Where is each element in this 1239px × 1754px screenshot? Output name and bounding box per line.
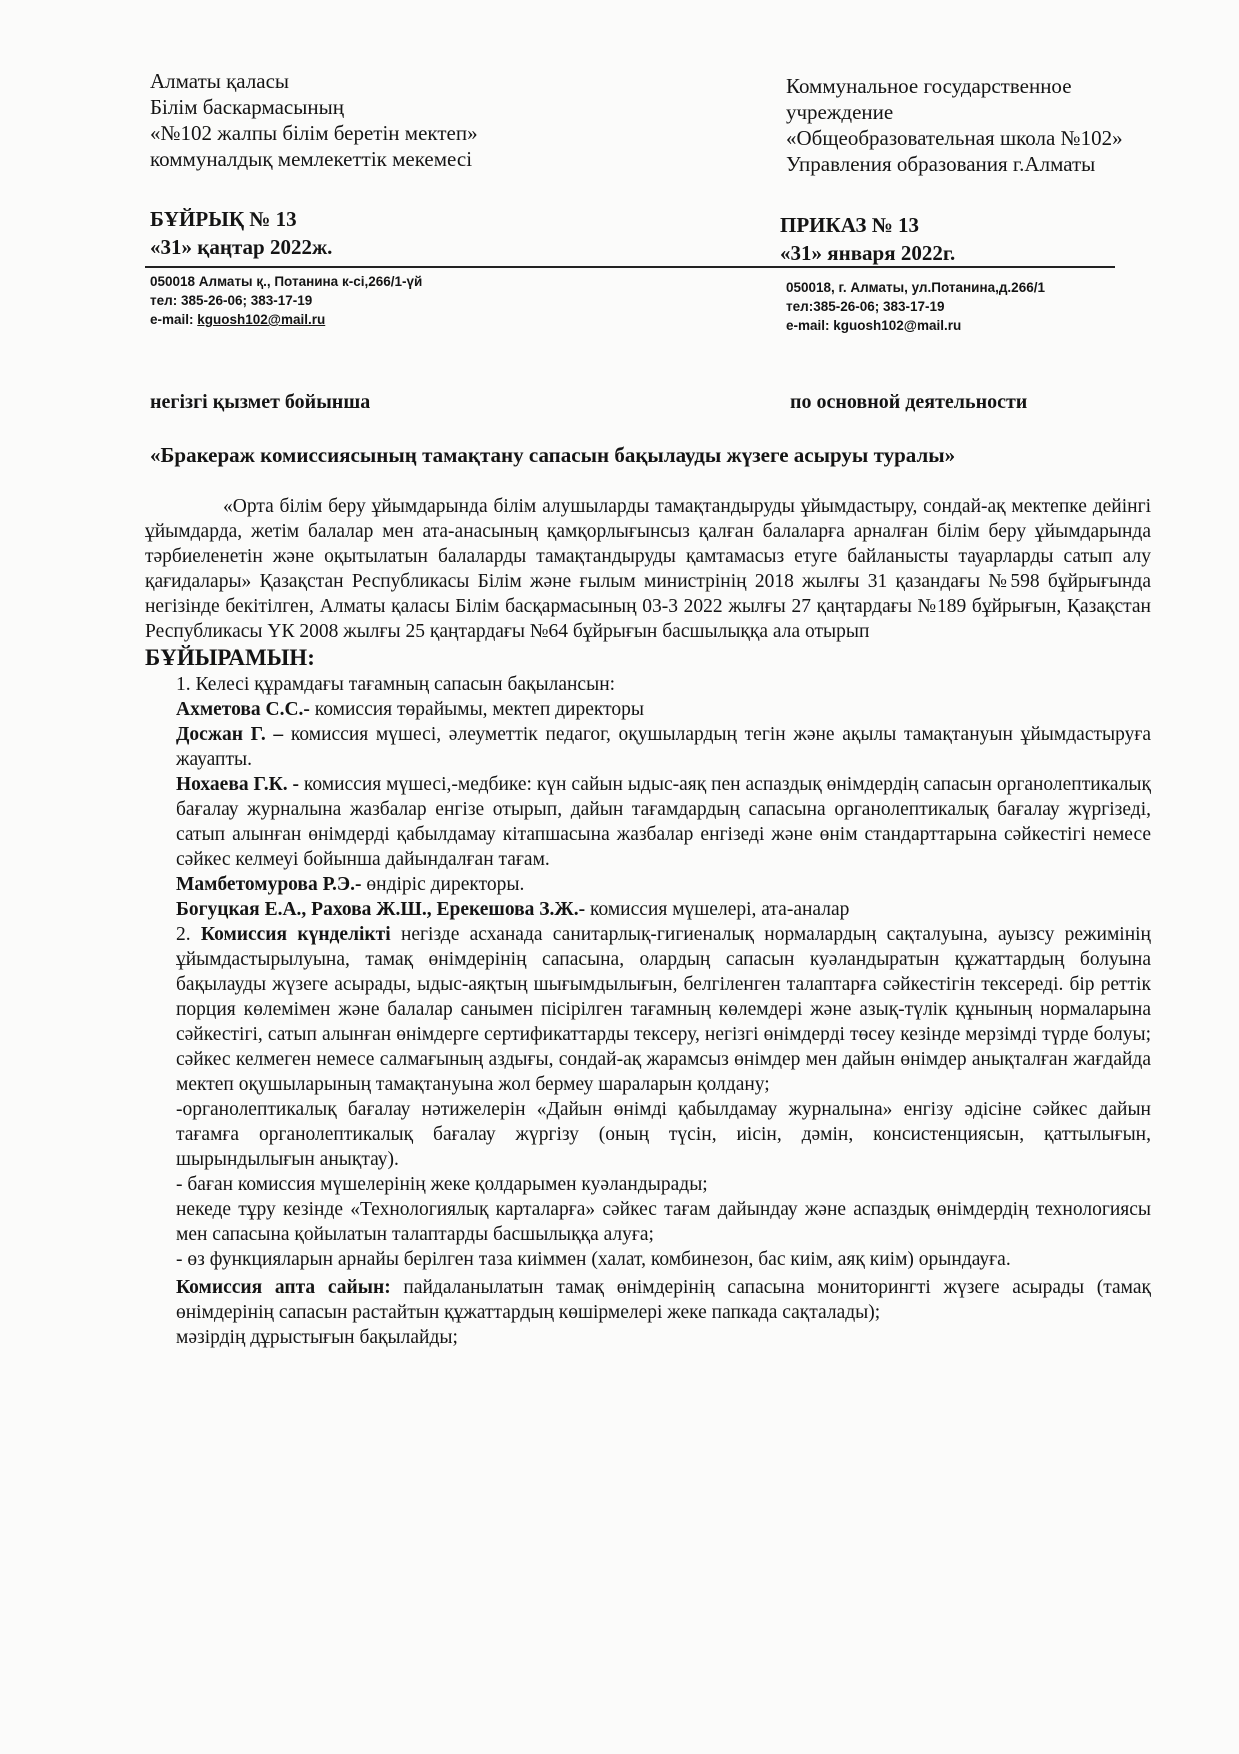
order-title-ru: ПРИКАЗ № 13	[780, 213, 920, 237]
email-label: e-mail:	[150, 312, 198, 327]
weekly-paragraph	[176, 1275, 1151, 1325]
header-left-line: «№102 жалпы білім беретін мектеп»	[150, 121, 478, 145]
member-line	[176, 697, 1151, 722]
header-left-line: Білім баскармасының	[150, 95, 344, 119]
member-line	[176, 897, 1151, 922]
address-kz	[150, 272, 422, 329]
member-name: Мамбетомурова Р.Э.-	[176, 874, 362, 895]
header-divider	[145, 266, 1115, 268]
member-line	[176, 722, 1151, 772]
member-role: комиссия мүшелері, ата-аналар	[585, 899, 850, 920]
member-line	[176, 772, 1151, 872]
header-right-line: Коммунальное государственное	[786, 74, 1072, 98]
header-left-line: коммуналдық мемлекеттік мекемесі	[150, 147, 473, 171]
order-date-ru: «31» января 2022г.	[780, 241, 956, 265]
order-date-kz: «31» қаңтар 2022ж.	[150, 235, 333, 259]
member-name: Богуцкая Е.А., Рахова Ж.Ш., Ерекешова З.Ж.-	[176, 899, 586, 920]
activity-type-kz: негізгі қызмет бойынша	[150, 391, 371, 413]
header-right	[786, 73, 1123, 177]
header-left	[150, 68, 478, 172]
document-title: «Бракераж комиссиясының тамақтану сапасын бақылауды жүзеге асыруы туралы»	[150, 443, 956, 467]
email-line	[786, 316, 1045, 335]
order-number-ru	[780, 211, 955, 267]
item-1-intro: 1. Келесі құрамдағы тағамның сапасын бақылансын:	[176, 674, 616, 695]
member-name: Ахметова С.С.-	[176, 699, 310, 720]
order-title-kz: БҰЙРЫҚ № 13	[150, 207, 297, 231]
member-role: комиссия мүшесі,-медбике: күн сайын ыдыс-аяқ пен аспаздық өнімдердің сапасын органолептикалық бағалау журналына жазбалар енгізе отырып, дайын тағамдардың сапасына органолептикалық бағалау жүргізеді, сатып алынған өнімдерді қабылдамау кітапшасына жазбалар енгізеді және өнім стандарттарына сәйкестігі немесе сәйкес келмеуі бойынша дайындалған тағам.	[176, 774, 1152, 870]
member-role: комиссия төрайымы, мектеп директоры	[309, 699, 644, 720]
item-2-text: негізде асханада санитарлық-гигиеналық нормалардың сақталуына, ауызсу режимінің ұйымдастырылуына, тамақ өнімдерінің сапасына, олардың сапасын куәландыратын құжаттардың болуына бақылауды жүзеге асырады, ыдыс-аяқтың шығымдылығын, белгіленген талаптарға сәйкестігін тексереді. бір реттік порция көлемімен және балалар санымен пісірілген тағамның көлемдері және азық-түлік құнының нормаларына сәйкестігі, сатып алынған өнімдерге сертификаттарды тексеру, негізгі өнімдерді төсеу кезінде мерзімді түрде болуы; сәйкес келмеген немесе салмағының аздығы, сондай-ақ жарамсыз өнімдер мен дайын өнімдер анықталған жағдайда мектеп оқушыларының тамақтануына жол бермеу шараларын қолдану;	[176, 924, 1151, 1095]
phone-line: тел: 385-26-06; 383-17-19	[150, 293, 313, 308]
header-right-line: учреждение	[786, 100, 894, 124]
preamble-paragraph: «Орта білім беру ұйымдарында білім алушыларды тамақтандыруды ұйымдастыру, сондай-ақ мектепке дейінгі ұйымдарда, жетім балалар мен ата-анасының қамқорлығынсыз қалған балаларға арналған білім беру ұйымдарында тәрбиеленетін және оқытылатын балаларды тамақтандыруды қамтамасыз етуге байланысты тауарларды сатып алу қағидалары» Қазақстан Республикасы Білім және ғылым министрінің 2018 жылғы 31 қазандағы №598 бұйрығында негізінде бекітілген, Алматы қаласы Білім басқармасының 03-3 2022 жылғы 27 қаңтардағы №189 бұйрығын, Қазақстан Республикасы ҮК 2008 жылғы 25 қаңтардағы №64 бұйрығын басшылыққа ала отырып	[145, 496, 1151, 642]
phone-line: тел:385-26-06; 383-17-19	[786, 299, 945, 314]
item-2-line: некеде тұру кезінде «Технологиялық карталарға» сәйкес тағам дайындау және аспаздық өнімдердің технологиясы мен сапасына қойылатын талаптарды басшылыққа алуға;	[176, 1199, 1151, 1245]
member-role: өндіріс директоры.	[361, 874, 525, 895]
weekly-text: пайдаланылатын тамақ өнімдерінің сапасына мониторингті жүзеге асырады (тамақ өнімдерінің сапасын растайтын құжаттардың көшірмелері жеке папкада сақталады);	[176, 1277, 1152, 1323]
email-line	[150, 310, 422, 329]
member-name: Досжан Г. –	[176, 724, 284, 745]
document-body	[145, 494, 1152, 1350]
member-role: комиссия мүшесі, әлеуметтік педагог, оқушылардың тегін және ақылы тамақтануын ұйымдастыруға жауапты.	[176, 724, 1151, 770]
email-link[interactable]: kguosh102@mail.ru	[197, 312, 326, 327]
member-line	[176, 872, 1151, 897]
header-left-line: Алматы қаласы	[150, 69, 290, 93]
item-2-lead: Комиссия күнделікті	[200, 924, 391, 945]
address-ru	[786, 278, 1045, 335]
item-2-line: -органолептикалық бағалау нәтижелерін «Дайын өнімді қабылдамау журналына» енгізу әдісіне сәйкес дайын тағамға органолептикалық бағалау жүргізу (оның түсін, иісін, дәмін, консистенциясын, қаттылығын, шырындылығын анықтау).	[176, 1099, 1151, 1170]
order-heading: БҰЙЫРАМЫН:	[145, 645, 315, 670]
item-2-line: - өз функцияларын арнайы берілген таза киіммен (халат, комбинезон, бас киім, аяқ киім) орындауға.	[176, 1249, 1011, 1270]
item-2-paragraph	[176, 922, 1151, 1097]
item-2-number: 2.	[176, 924, 201, 945]
weekly-lead: Комиссия апта сайын:	[176, 1277, 391, 1298]
menu-check-line: мәзірдің дұрыстығын бақылайды;	[176, 1327, 458, 1348]
header-right-line: Управления образования г.Алматы	[786, 152, 1096, 176]
item-2-line: - баған комиссия мүшелерінің жеке қолдарымен куәландырады;	[176, 1174, 708, 1195]
email-text: kguosh102@mail.ru	[833, 318, 962, 333]
email-label: e-mail:	[786, 318, 834, 333]
order-number-kz	[150, 205, 332, 261]
address-line: 050018, г. Алматы, ул.Потанина,д.266/1	[786, 280, 1045, 295]
member-name: Нохаева Г.К. -	[176, 774, 300, 795]
address-line: 050018 Алматы қ., Потанина к-сі,266/1-үй	[150, 274, 423, 289]
header-right-line: «Общеобразовательная школа №102»	[786, 126, 1123, 150]
activity-type-ru: по основной деятельности	[790, 391, 1028, 413]
